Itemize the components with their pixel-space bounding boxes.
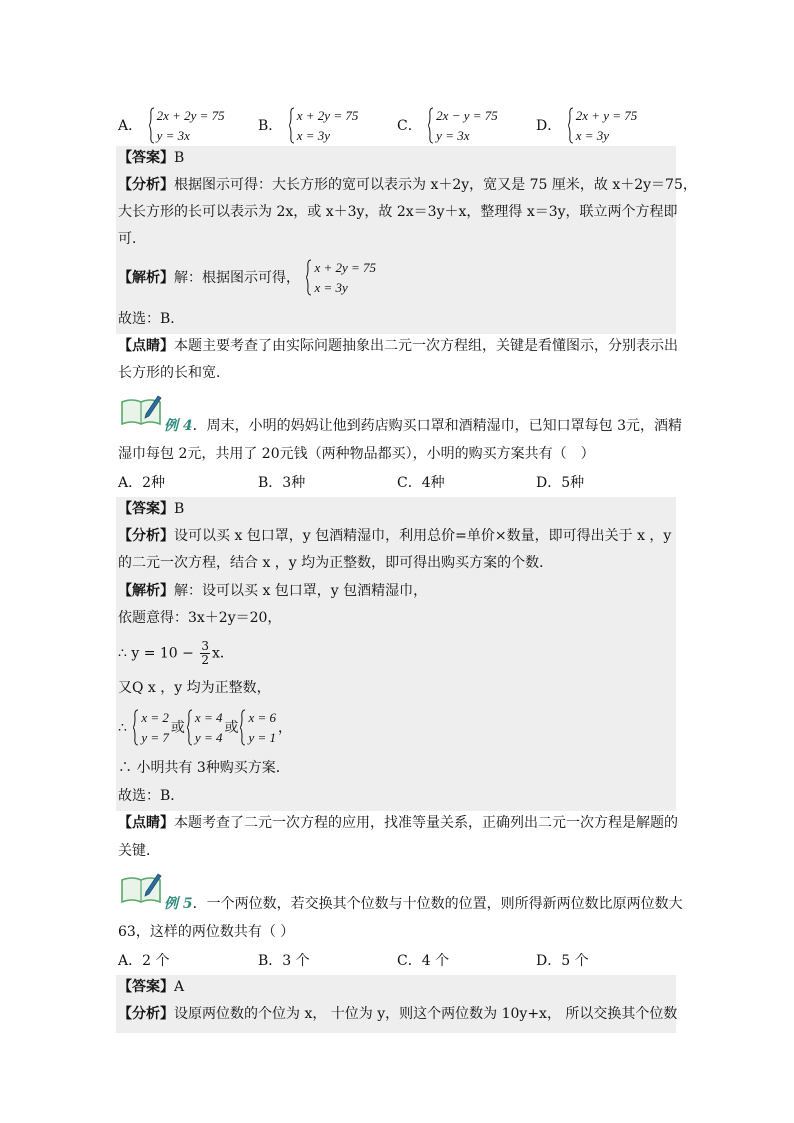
q3-analysis-line3: 可． xyxy=(118,231,146,247)
q4-question-line2: 湿巾每包 2元，共用了 20元钱（两种物品都买），小明的购买方案共有（ ） xyxy=(118,446,595,462)
analysis-tag: 【分析】 xyxy=(118,177,174,193)
q5-question-line2: 63，这样的两位数共有（ ） xyxy=(118,924,295,940)
brace-icon xyxy=(149,107,154,144)
equation-system xyxy=(568,106,638,146)
equation-line: y = 1 xyxy=(248,730,277,745)
equation-line: 2x − y = 75 xyxy=(436,108,498,123)
equation-line: x = 4 xyxy=(194,710,223,725)
formula-prefix: ∴ y = 10 − xyxy=(118,645,194,662)
q5-question-line1 xyxy=(164,894,683,914)
q5-analysis-line1 xyxy=(118,1004,677,1024)
solution-tag: 【解析】 xyxy=(118,583,174,599)
solution-tag: 【解析】 xyxy=(118,270,174,286)
notebook-pencil-icon xyxy=(120,870,162,906)
notebook-pencil-icon xyxy=(120,392,162,428)
equation-line: y = 3x xyxy=(436,128,470,143)
option-a xyxy=(118,106,227,146)
equation-line: 2x + 2y = 75 xyxy=(156,108,225,123)
answer-tag: 【答案】 xyxy=(118,150,174,166)
or-word: 或 xyxy=(224,720,239,736)
q4-analysis-line1 xyxy=(118,526,671,546)
therefore-symbol: ∴ xyxy=(118,720,127,736)
note-text: 本题考查了二元一次方程的应用，找准等量关系，正确列出二元一次方程是解题的 xyxy=(174,815,678,831)
q4-note-line2: 关键． xyxy=(118,843,160,859)
equation-line: x = 3y xyxy=(575,128,609,143)
or-word: 或 xyxy=(170,720,185,736)
equation-system xyxy=(149,106,225,146)
option-b xyxy=(258,106,360,146)
q3-analysis-line2: 大长方形的长可以表示为 2x，或 x＋3y，故 2x＝3y＋x，整理得 x＝3y，联立两个方程即 xyxy=(118,204,678,220)
equation-system xyxy=(428,106,498,146)
q4-note-line1 xyxy=(118,813,678,833)
option-d xyxy=(536,106,639,146)
equation-system xyxy=(133,708,169,748)
fraction-denominator: 2 xyxy=(201,653,209,667)
solution-text: 解：根据图示可得， xyxy=(174,270,300,286)
formula-suffix: x． xyxy=(212,645,234,662)
q4-solution-line3 xyxy=(118,640,234,667)
brace-icon xyxy=(568,107,573,144)
q4-option-d: D．5种 xyxy=(536,475,585,491)
option-label: D． xyxy=(536,118,562,134)
brace-icon xyxy=(306,259,311,296)
equation-line: x + 2y = 75 xyxy=(314,260,377,275)
brace-icon xyxy=(428,107,433,144)
fraction-numerator: 3 xyxy=(201,639,209,653)
q5-answer xyxy=(118,977,184,997)
equation-line: x + 2y = 75 xyxy=(296,108,359,123)
solution-text: 解：设可以买 x 包口罩，y 包酒精湿巾， xyxy=(174,583,428,599)
brace-icon xyxy=(240,709,245,746)
option-label: A． xyxy=(118,118,143,134)
equation-line: y = 3x xyxy=(156,128,190,143)
option-c xyxy=(397,106,500,146)
brace-icon xyxy=(187,709,192,746)
q4-solution-line2: 依题意得：3x＋2y＝20， xyxy=(118,610,282,626)
comma: ， xyxy=(278,720,293,736)
example-label: 例 4 xyxy=(164,418,193,434)
question-text: ．一个两位数，若交换其个位数与十位数的位置，则所得新两位数比原两位数大 xyxy=(192,896,683,912)
q4-analysis-line2: 的二元一次方程，结合 x ，y 均为正整数，即可得出购买方案的个数． xyxy=(118,555,554,571)
brace-icon xyxy=(133,709,138,746)
q5-option-b: B．3 个 xyxy=(258,953,310,969)
equation-system xyxy=(187,708,223,748)
q5-option-a: A．2 个 xyxy=(118,953,170,969)
q4-solution-line6: ∴ 小明共有 3种购买方案． xyxy=(118,760,290,776)
equation-line: x = 2 xyxy=(141,710,169,725)
q4-option-c: C．4种 xyxy=(397,475,445,491)
equation-line: y = 7 xyxy=(141,730,169,745)
analysis-text: 设可以买 x 包口罩，y 包酒精湿巾，利用总价=单价×数量，即可得出关于 x ，y xyxy=(174,528,672,544)
answer-tag: 【答案】 xyxy=(118,979,174,995)
q3-note-line1 xyxy=(118,336,678,356)
answer-value: B xyxy=(174,150,185,166)
equation-line: x = 6 xyxy=(248,710,277,725)
q4-question-line1 xyxy=(164,416,682,436)
example-label: 例 5 xyxy=(164,896,193,912)
brace-icon xyxy=(289,107,294,144)
analysis-tag: 【分析】 xyxy=(118,528,174,544)
q3-solution xyxy=(118,258,378,298)
q3-choose: 故选：B． xyxy=(118,311,185,327)
q4-option-a: A．2种 xyxy=(118,475,166,491)
q3-analysis-line1 xyxy=(118,175,697,195)
equation-line: x = 3y xyxy=(296,128,331,143)
equation-system xyxy=(289,106,359,146)
note-tag: 【点睛】 xyxy=(118,815,174,831)
q5-option-c: C．4 个 xyxy=(397,953,450,969)
q4-option-b: B．3种 xyxy=(258,475,306,491)
answer-tag: 【答案】 xyxy=(118,501,174,517)
equation-line: y = 4 xyxy=(194,730,223,745)
q4-choose: 故选：B． xyxy=(118,788,185,804)
equation-line: x = 3y xyxy=(314,280,348,295)
option-label: C． xyxy=(397,118,422,134)
q3-answer xyxy=(118,148,184,168)
analysis-tag: 【分析】 xyxy=(118,1006,174,1022)
answer-value: A xyxy=(174,979,185,995)
q4-answer xyxy=(118,499,184,519)
note-text: 本题主要考查了由实际问题抽象出二元一次方程组，关键是看懂图示，分别表示出 xyxy=(174,338,678,354)
question-text: ．周末，小明的妈妈让他到药店购买口罩和酒精湿巾，已知口罩每包 3元，酒精 xyxy=(192,418,682,434)
answer-value: B xyxy=(174,501,185,517)
q4-solution-line1 xyxy=(118,581,427,601)
option-label: B． xyxy=(258,118,283,134)
q3-note-line2: 长方形的长和宽． xyxy=(118,365,230,381)
equation-system xyxy=(240,708,276,748)
analysis-text: 根据图示可得：大长方形的宽可以表示为 x＋2y，宽又是 75 厘米，故 x＋2y＝75， xyxy=(174,177,697,193)
fraction xyxy=(200,640,210,667)
analysis-text: 设原两位数的个位为 x， 十位为 y，则这个两位数为 10y+x， 所以交换其个位数 xyxy=(174,1006,678,1022)
equation-system xyxy=(306,258,376,298)
q5-option-d: D．5 个 xyxy=(536,953,589,969)
q4-solution-line4: 又Q x ，y 均为正整数， xyxy=(118,680,271,696)
note-tag: 【点睛】 xyxy=(118,338,174,354)
equation-line: 2x + y = 75 xyxy=(575,108,638,123)
q4-solution-systems xyxy=(118,708,292,748)
